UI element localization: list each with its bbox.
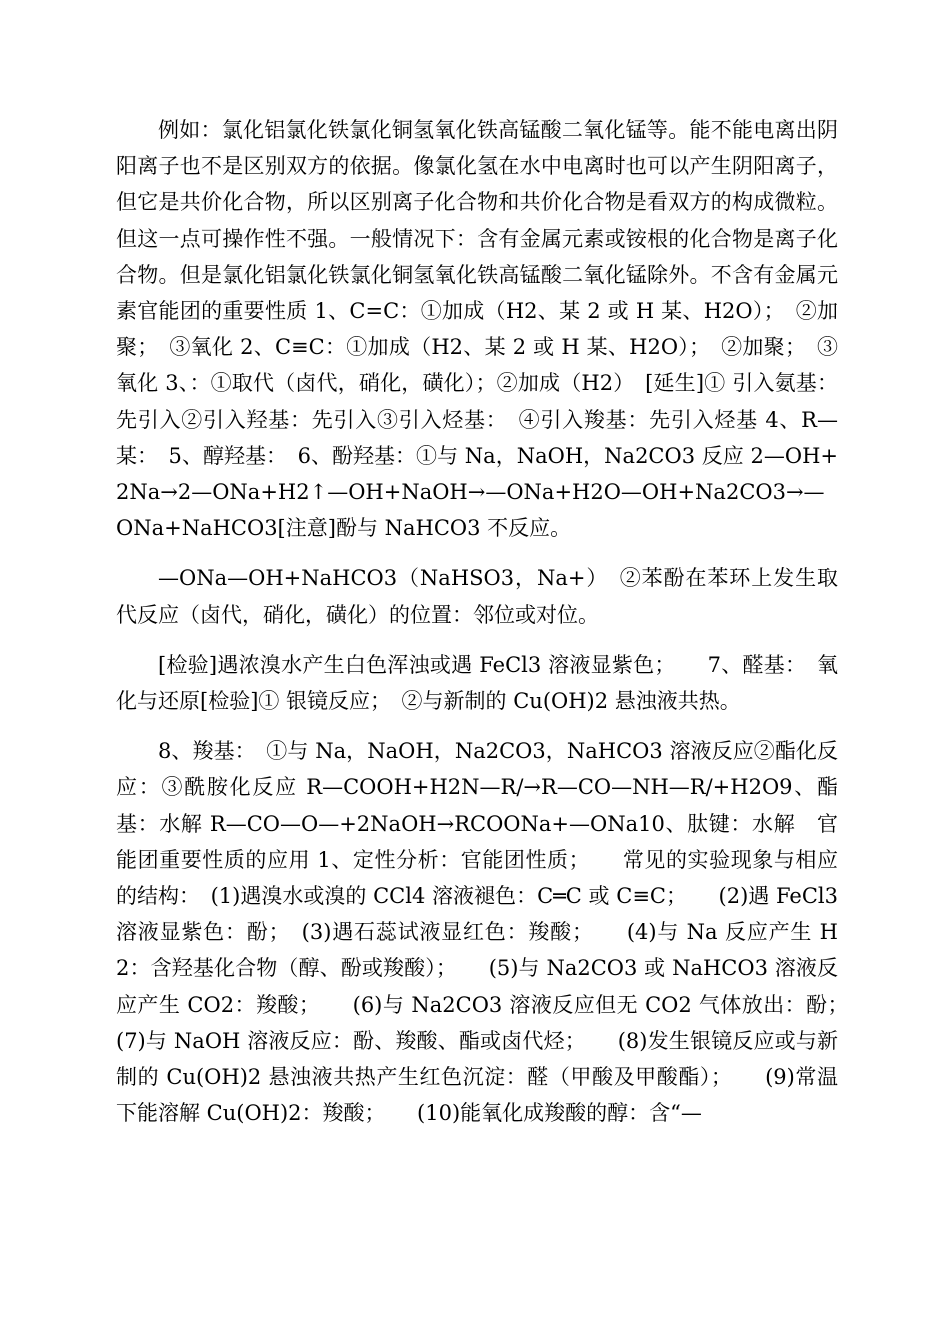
paragraph-4: 8、羧基： ①与 Na，NaOH，Na2CO3，NaHCO3 溶液反应②酯化反应：③酰胺化反应 R—COOH+H2N—R/→R—CO—NH—R/+H2O9、酯基：水解 R—CO—O—+2NaOH→RCOONa+—ONa10、肽键：水解 官能团重要性质的应用 1、定性分析：官能团性质； 常见的实验现象与相应的结构： (1)遇溴水或溴的 CCl4 溶液褪色：C═C 或 C≡C； (2)遇 FeCl3 溶液显紫色：酚； (3)遇石蕊试液显红色：羧酸； (4)与 Na 反应产生 H2：含羟基化合物（醇、酚或羧酸）； (5)与 Na2CO3 或 NaHCO3 溶液反应产生 CO2：羧酸； (6)与 Na2CO3 溶液反应但无 CO2 气体放出：酚； (7)与 NaOH 溶液反应：酚、羧酸、酯或卤代烃； (8)发生银镜反应或与新制的 Cu(OH)2 悬浊液共热产生红色沉淀：醛（甲酸及甲酸酯）； (9)常温下能溶解 Cu(OH)2：羧酸； (10)能氧化成羧酸的醇：含“—: [116, 739, 880, 1126]
paragraph-3: [检验]遇浓溴水产生白色浑浊或遇 FeCl3 溶液显紫色； 7、醛基： 氧化与还原[检验]① 银镜反应； ②与新制的 Cu(OH)2 悬浊液共热。: [116, 652, 838, 714]
document-body: [116, 112, 880, 1131]
paragraph-1: 例如：氯化铝氯化铁氯化铜氢氧化铁高锰酸二氧化锰等。能不能电离出阴阳离子也不是区别双方的依据。像氯化氢在水中电离时也可以产生阴阳离子，但它是共价化合物，所以区别离子化合物和共价化合物是看双方的构成微粒。但这一点可操作性不强。一般情况下：含有金属元素或铵根的化合物是离子化合物。但是氯化铝氯化铁氯化铜氢氧化铁高锰酸二氧化锰除外。不含有金属元素官能团的重要性质 1、C=C：①加成（H2、某 2 或 H 某、H2O）； ②加聚； ③氧化 2、C≡C：①加成（H2、某 2 或 H 某、H2O）； ②加聚； ③氧化 3、：①取代（卤代，硝化，磺化）；②加成（H2） [延生]① 引入氨基：先引入②引入羟基：先引入③引入烃基： ④引入羧基：先引入烃基 4、R—某： 5、醇羟基： 6、酚羟基：①与 Na，NaOH，Na2CO3 反应 2—OH+2Na→2—ONa+H2↑—OH+NaOH→—ONa+H2O—OH+Na2CO3→—ONa+NaHCO3[注意]酚与 NaHCO3 不反应。: [116, 118, 838, 541]
paragraph-2: —ONa—OH+NaHCO3（NaHSO3，Na+） ②苯酚在苯环上发生取代反应（卤代，硝化，磺化）的位置：邻位或对位。: [116, 566, 838, 627]
